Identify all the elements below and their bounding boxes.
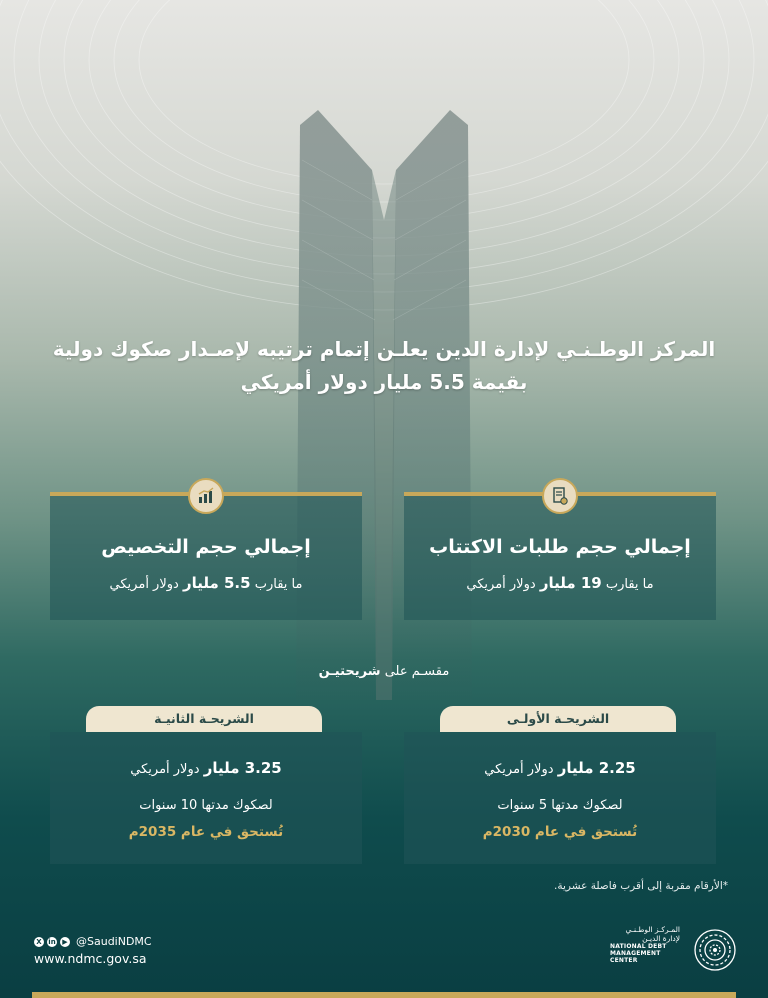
tranche-second-tab: الشريحـة الثانيـة bbox=[86, 706, 322, 732]
headline-line-1: المركز الوطـنـي لإدارة الدين يعلـن إتمام ترتيبه لإصـدار صكوك دولية bbox=[52, 337, 716, 361]
tranche-second-value bbox=[50, 759, 362, 777]
divided-label bbox=[0, 664, 768, 679]
logo-english-1: NATIONAL DEBT bbox=[610, 943, 667, 950]
tranche-first-currency: دولار أمريكي bbox=[484, 762, 554, 777]
tranche-first-desc: لصكوك مدتها 5 سنوات bbox=[497, 798, 623, 813]
logo-english-2: MANAGEMENT bbox=[610, 950, 661, 957]
tranche-first-due: تُستحق في عام 2030م bbox=[482, 824, 638, 840]
allocation-currency: دولار أمريكي bbox=[109, 577, 179, 592]
x-icon[interactable]: X bbox=[34, 937, 44, 947]
divided-emph: شريحتيـن bbox=[318, 664, 381, 679]
allocation-card bbox=[50, 492, 362, 620]
tranche-first-tab: الشريحـة الأولـى bbox=[440, 706, 676, 732]
allocation-value bbox=[60, 574, 352, 592]
growth-chart-icon bbox=[188, 478, 224, 514]
allocation-amount: 5.5 مليار bbox=[182, 574, 251, 592]
headline-line-2: بقيمة 5.5 مليار دولار أمريكي bbox=[240, 370, 528, 394]
linkedin-icon[interactable]: in bbox=[48, 937, 56, 946]
logo-arabic-1: المـركـز الوطـنـي bbox=[625, 925, 680, 934]
logo-arabic-2: لإدارة الديـن bbox=[642, 934, 680, 943]
divided-prefix: مقسـم على bbox=[384, 664, 450, 679]
tranche-second-amount: 3.25 مليار bbox=[203, 759, 282, 777]
website-link[interactable]: www.ndmc.gov.sa bbox=[34, 951, 147, 966]
tranche-second-currency: دولار أمريكي bbox=[130, 762, 200, 777]
logo-emblem-icon bbox=[692, 927, 738, 973]
subscription-currency: دولار أمريكي bbox=[466, 577, 536, 592]
social-handle[interactable]: @SaudiNDMC bbox=[76, 935, 152, 948]
subscription-amount: 19 مليار bbox=[539, 574, 602, 592]
tranche-second-card bbox=[50, 732, 362, 864]
bottom-gold-bar bbox=[32, 992, 736, 998]
tranche-second-desc: لصكوك مدتها 10 سنوات bbox=[139, 798, 273, 813]
allocation-title: إجمالي حجم التخصيص bbox=[101, 536, 311, 558]
document-coins-icon bbox=[542, 478, 578, 514]
subscription-value bbox=[414, 574, 706, 592]
tranche-first-card bbox=[404, 732, 716, 864]
tranche-first-value bbox=[404, 759, 716, 777]
ndmc-logo bbox=[610, 925, 740, 975]
subscription-card bbox=[404, 492, 716, 620]
logo-text bbox=[610, 925, 680, 964]
rounding-note: *الأرقام مقربة إلى أقرب فاصلة عشرية. bbox=[554, 880, 728, 892]
tranche-first-amount: 2.25 مليار bbox=[557, 759, 636, 777]
subscription-prefix: ما يقارب bbox=[605, 577, 654, 592]
subscription-title: إجمالي حجم طلبات الاكتتاب bbox=[429, 536, 691, 558]
social-row bbox=[34, 935, 152, 948]
youtube-icon[interactable]: ▶ bbox=[60, 937, 70, 947]
allocation-prefix: ما يقارب bbox=[254, 577, 303, 592]
logo-english-3: CENTER bbox=[610, 957, 638, 964]
tranche-second-due: تُستحق في عام 2035م bbox=[128, 824, 284, 840]
headline bbox=[30, 333, 738, 399]
